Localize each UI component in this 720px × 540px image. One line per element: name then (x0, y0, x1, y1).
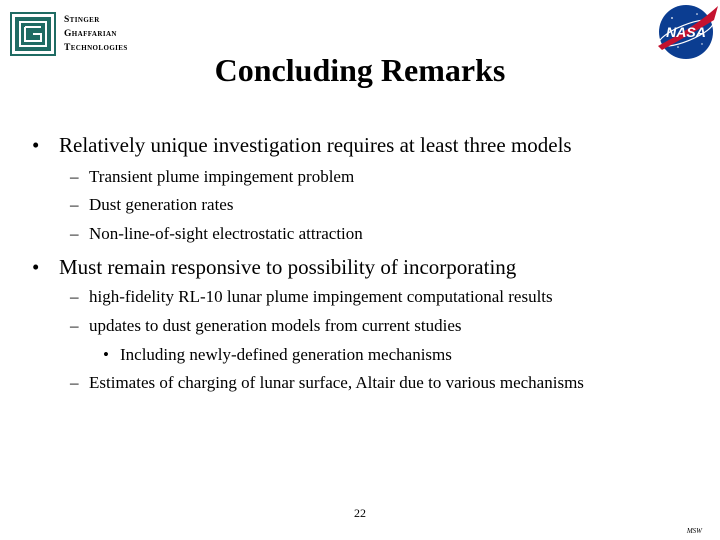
sub-bullet-text: Dust generation rates (89, 195, 234, 214)
sub-sub-bullet-item (103, 344, 452, 366)
company-name-line-3: Technologies (64, 43, 128, 53)
dash-marker: – (70, 316, 79, 335)
page-number: 22 (354, 506, 366, 520)
company-name-line-1: Stinger (64, 15, 100, 25)
author-initials: MSW (686, 527, 702, 535)
dash-marker: – (70, 195, 79, 214)
sub-bullet-text: high-fidelity RL-10 lunar plume impingement computational results (89, 287, 553, 306)
sub-bullet-item (70, 315, 462, 337)
dash-marker: – (70, 224, 79, 243)
bullet-marker: • (32, 255, 40, 279)
bullet-text: Must remain responsive to possibility of incorporating (59, 255, 517, 279)
sub-bullet-item (70, 286, 553, 308)
sub-bullet-item (70, 166, 354, 188)
sub-bullet-item (70, 194, 233, 216)
sub-bullet-text: Non-line-of-sight electrostatic attraction (89, 224, 363, 243)
sub-sub-bullet-text: Including newly-defined generation mechanisms (120, 345, 452, 364)
nasa-wordmark: NASA (666, 24, 706, 40)
sub-bullet-item (70, 372, 584, 394)
sub-bullet-item (70, 223, 363, 245)
bullet-item (32, 254, 516, 280)
bullet-text: Relatively unique investigation requires at least three models (59, 133, 572, 157)
company-name-line-2: Ghaffarian (64, 29, 117, 39)
bullet-marker: • (103, 345, 109, 364)
bullet-marker: • (32, 133, 40, 157)
dash-marker: – (70, 287, 79, 306)
slide-title: Concluding Remarks (214, 52, 506, 88)
dash-marker: – (70, 373, 79, 392)
sub-bullet-text: updates to dust generation models from current studies (89, 316, 462, 335)
bullet-item (32, 132, 572, 158)
sub-bullet-text: Transient plume impingement problem (89, 167, 355, 186)
sub-bullet-text: Estimates of charging of lunar surface, Altair due to various mechanisms (89, 373, 584, 392)
dash-marker: – (70, 167, 79, 186)
